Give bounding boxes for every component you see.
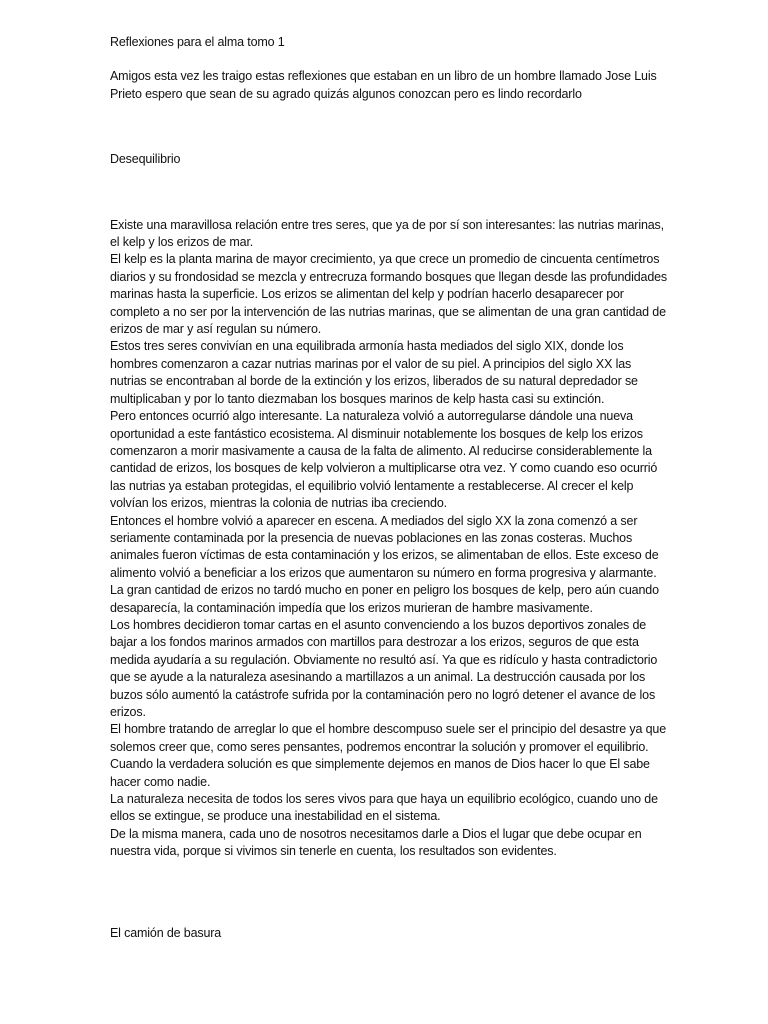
body-paragraph: La naturaleza necesita de todos los seres vivos para que haya un equilibrio ecológico, cuando uno de ellos se extingue, se produce una inestabilidad en el sistema. (110, 792, 658, 824)
body-paragraph: Estos tres seres convivían en una equilibrada armonía hasta mediados del siglo XIX, donde los hombres comenzaron a cazar nutrias marinas por el valor de su piel. A principios del siglo XX las nutrias se encontraban al borde de la extinción y los erizos, liberados de su natural depredador se multiplicaban y por lo tanto diezmaban los bosques marinos de kelp hasta casi su extinción. (110, 339, 638, 406)
section-body (110, 217, 670, 861)
body-paragraph: De la misma manera, cada uno de nosotros necesitamos darle a Dios el lugar que debe ocupar en nuestra vida, porque si vivimos sin tenerle en cuenta, los resultados son evidentes. (110, 826, 642, 859)
document-page (110, 34, 670, 942)
section-heading-camion-de-basura: El camión de basura (110, 925, 222, 940)
body-paragraph: Los hombres decidieron tomar cartas en el asunto convenciendo a los buzos deportivos zonales de bajar a los fondos marinos armados con martillos para destrozar a los erizos, seguros de que esta medida ayudaría a su regulación. Obviamente no resultó así. Ya que es ridículo y hasta contradictorio que se ayude a la naturaleza asesinando a martillazos a un animal. La destrucción causada por los buzos sólo aumentó la catástrofe sufrida por la contaminación pero no logró detener el avance de los erizos. (110, 617, 658, 719)
body-paragraph: Pero entonces ocurrió algo interesante. La naturaleza volvió a autorregularse dándole una nueva oportunidad a este fantástico ecosistema. Al disminuir notablemente los bosques de kelp los erizos comenzaron a morir masivamente a causa de la falta de alimento. Al reducirse considerablemente la cantidad de erizos, los bosques de kelp volvieron a multiplicarse otra vez. Y como cuando eso ocurrió las nutrias ya estaban protegidas, el equilibrio volvió lentamente a restablecerse. Al crecer el kelp volvían los erizos, mientras la colonia de nutrias iba creciendo. (110, 409, 658, 511)
body-paragraph: El kelp es la planta marina de mayor crecimiento, ya que crece un promedio de cincuenta centímetros diarios y su frondosidad se mezcla y entrecruza formando bosques que llegan desde las profundidades marinas hasta la superficie. Los erizos se alimentan del kelp y podrían hacerlo desaparecer por completo a no ser por la intervención de las nutrias marinas, que se alimentan de una gran cantidad de erizos de mar y así regulan su número. (110, 252, 668, 337)
body-paragraph: El hombre tratando de arreglar lo que el hombre descompuso suele ser el principio del desastre ya que solemos creer que, como seres pensantes, podremos encontrar la solución y promover el equilibrio. Cuando la verdadera solución es que simplemente dejemos en manos de Dios hacer lo que El sabe hacer como nadie. (110, 722, 667, 789)
section-heading-desequilibrio: Desequilibrio (110, 152, 181, 167)
document-title: Reflexiones para el alma tomo 1 (110, 35, 285, 49)
intro-paragraph: Amigos esta vez les traigo estas reflexiones que estaban en un libro de un hombre llamado Jose Luis Prieto espero que sean de su agrado quizás algunos conozcan pero es lindo recordarlo (110, 69, 657, 101)
body-paragraph: Existe una maravillosa relación entre tres seres, que ya de por sí son interesantes: las nutrias marinas, el kelp y los erizos de mar. (110, 217, 664, 250)
body-paragraph: Entonces el hombre volvió a aparecer en escena. A mediados del siglo XX la zona comenzó a ser seriamente contaminada por la presencia de nuevas poblaciones en las zonas costeras. Muchos animales fueron víctimas de esta contaminación y los erizos, se alimentaban de ellos. Este exceso de alimento volvió a beneficiar a los erizos que aumentaron su número en forma progresiva y alarmante. La gran cantidad de erizos no tardó mucho en poner en peligro los bosques de kelp, pero aún cuando desaparecía, la contaminación impedía que los erizos murieran de hambre masivamente. (110, 513, 659, 615)
